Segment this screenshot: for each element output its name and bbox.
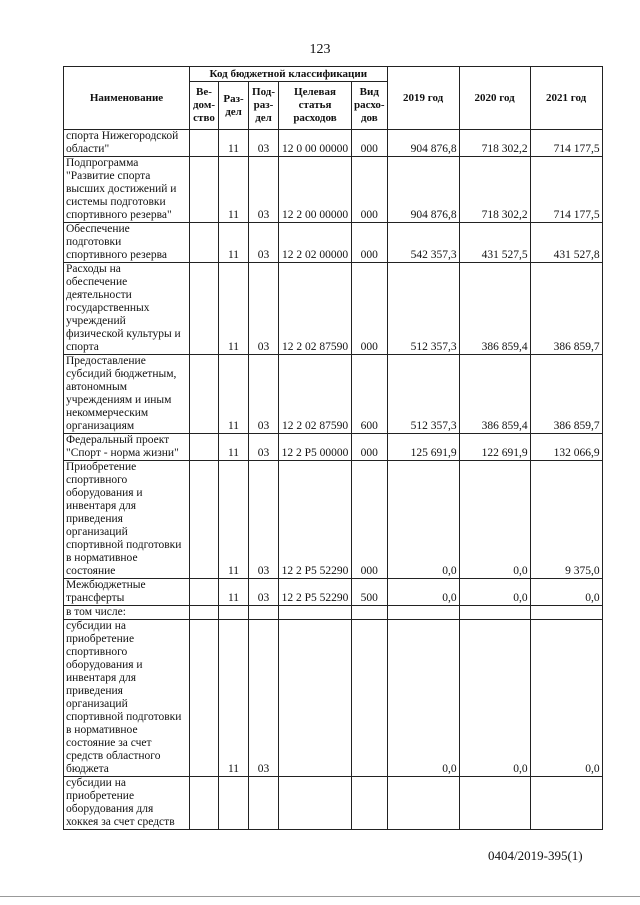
cell-name-line: Межбюджетные (66, 579, 146, 591)
cell-2020: 431 527,5 (459, 223, 530, 263)
cell-name-line: Обеспечение (66, 223, 130, 235)
cell-vid-rashodov: 000 (352, 461, 388, 579)
header-2020: 2020 год (459, 67, 530, 130)
cell-name (64, 620, 190, 777)
cell-razdel: 11 (219, 461, 249, 579)
cell-razdel: 11 (219, 620, 249, 777)
cell-2020: 0,0 (459, 579, 530, 606)
cell-2021: 9 375,0 (530, 461, 602, 579)
cell-name-line: организаций (66, 698, 128, 710)
cell-celevaya-statya: 12 2 02 00000 (279, 223, 352, 263)
cell-2021: 0,0 (530, 579, 602, 606)
cell-name-line: системы подготовки (66, 196, 166, 208)
cell-name-line: оборудования для (66, 803, 154, 815)
cell-name-line: оборудования и (66, 487, 143, 499)
cell-vedomstvo (190, 777, 219, 830)
cell-celevaya-statya (279, 606, 352, 620)
cell-podrazdel: 03 (249, 461, 279, 579)
cell-2021: 386 859,7 (530, 263, 602, 355)
cell-vid-rashodov: 000 (352, 130, 388, 157)
cell-celevaya-statya: 12 2 P5 00000 (279, 434, 352, 461)
table-row (64, 579, 603, 606)
cell-name (64, 223, 190, 263)
cell-vid-rashodov (352, 606, 388, 620)
table-row (64, 461, 603, 579)
cell-2021: 0,0 (530, 620, 602, 777)
cell-2020: 122 691,9 (459, 434, 530, 461)
cell-vedomstvo (190, 620, 219, 777)
cell-name-line: спорта Нижегородской (66, 130, 179, 142)
cell-name-line: автономным (66, 381, 127, 393)
cell-razdel: 11 (219, 157, 249, 223)
cell-podrazdel: 03 (249, 579, 279, 606)
cell-name-line: субсидии на (66, 620, 126, 632)
header-vedomstvo: Ве- дом- ство (190, 82, 219, 130)
cell-2020 (459, 777, 530, 830)
cell-podrazdel: 03 (249, 434, 279, 461)
cell-name-line: средств областного (66, 750, 161, 762)
cell-podrazdel: 03 (249, 620, 279, 777)
cell-vedomstvo (190, 130, 219, 157)
cell-vedomstvo (190, 157, 219, 223)
cell-name (64, 130, 190, 157)
cell-name-line: "Спорт - норма жизни" (66, 447, 179, 459)
cell-name-line: организаций (66, 526, 128, 538)
cell-2021: 714 177,5 (530, 130, 602, 157)
cell-name-line: спортивного (66, 646, 128, 658)
cell-celevaya-statya: 12 0 00 00000 (279, 130, 352, 157)
cell-podrazdel (249, 777, 279, 830)
cell-razdel: 11 (219, 579, 249, 606)
cell-name-line: приведения (66, 685, 123, 697)
header-vid-rashodov: Вид расхо- дов (352, 82, 388, 130)
cell-name-line: физической культуры и (66, 328, 181, 340)
bottom-rule (0, 896, 640, 897)
cell-2021: 132 066,9 (530, 434, 602, 461)
cell-name-line: некоммерческим (66, 407, 149, 419)
cell-name-line: деятельности (66, 289, 132, 301)
cell-razdel (219, 606, 249, 620)
cell-name (64, 777, 190, 830)
cell-name-line: приобретение (66, 790, 135, 802)
header-2019: 2019 год (387, 67, 459, 130)
cell-name-line: Подпрограмма (66, 157, 139, 169)
cell-2020: 386 859,4 (459, 355, 530, 434)
cell-2019: 904 876,8 (387, 130, 459, 157)
table-header (64, 67, 603, 130)
budget-table (63, 66, 603, 830)
table-row (64, 777, 603, 830)
header-2021: 2021 год (530, 67, 602, 130)
cell-name-line: оборудования и (66, 659, 143, 671)
cell-name-line: субсидии на (66, 777, 126, 789)
cell-name-line: в том числе: (66, 606, 126, 618)
cell-vedomstvo (190, 355, 219, 434)
cell-vid-rashodov: 000 (352, 263, 388, 355)
cell-celevaya-statya: 12 2 P5 52290 (279, 461, 352, 579)
table-row (64, 263, 603, 355)
header-celevaya-statya: Целевая статья расходов (279, 82, 352, 130)
cell-razdel: 11 (219, 434, 249, 461)
cell-2019: 0,0 (387, 579, 459, 606)
cell-name-line: государственных (66, 302, 150, 314)
table-row (64, 223, 603, 263)
cell-name-line: обеспечение (66, 276, 128, 288)
cell-vedomstvo (190, 606, 219, 620)
cell-name-line: Федеральный проект (66, 434, 170, 446)
cell-2021: 431 527,8 (530, 223, 602, 263)
cell-vid-rashodov (352, 620, 388, 777)
cell-2021 (530, 606, 602, 620)
cell-celevaya-statya: 12 2 P5 52290 (279, 579, 352, 606)
cell-celevaya-statya: 12 2 00 00000 (279, 157, 352, 223)
header-podrazdel: Под- раз- дел (249, 82, 279, 130)
cell-2020: 0,0 (459, 461, 530, 579)
cell-2021 (530, 777, 602, 830)
cell-vid-rashodov: 000 (352, 434, 388, 461)
cell-name-line: Приобретение (66, 461, 137, 473)
document-code: 0404/2019-395(1) (488, 848, 583, 863)
cell-name-line: учреждениям и иным (66, 394, 172, 406)
cell-name-line: состояние (66, 565, 116, 577)
cell-podrazdel: 03 (249, 157, 279, 223)
cell-name-line: спорта (66, 341, 99, 353)
cell-2021: 386 859,7 (530, 355, 602, 434)
cell-name-line: инвентаря для (66, 500, 136, 512)
cell-name-line: приведения (66, 513, 123, 525)
cell-vedomstvo (190, 461, 219, 579)
cell-podrazdel: 03 (249, 223, 279, 263)
cell-2020 (459, 606, 530, 620)
cell-2019 (387, 777, 459, 830)
cell-name-line: трансферты (66, 592, 125, 604)
cell-2019: 0,0 (387, 461, 459, 579)
cell-vid-rashodov: 600 (352, 355, 388, 434)
cell-name (64, 157, 190, 223)
cell-2019: 542 357,3 (387, 223, 459, 263)
cell-name-line: организациям (66, 420, 135, 432)
table-row (64, 620, 603, 777)
cell-name-line: в нормативное (66, 724, 138, 736)
cell-celevaya-statya: 12 2 02 87590 (279, 355, 352, 434)
cell-podrazdel (249, 606, 279, 620)
cell-name-line: высших достижений и (66, 183, 177, 195)
cell-name-line: "Развитие спорта (66, 170, 151, 182)
cell-name (64, 263, 190, 355)
cell-celevaya-statya (279, 777, 352, 830)
cell-name-line: в нормативное (66, 552, 138, 564)
cell-name (64, 355, 190, 434)
cell-vid-rashodov: 500 (352, 579, 388, 606)
cell-2020: 718 302,2 (459, 157, 530, 223)
cell-name-line: Предоставление (66, 355, 146, 367)
cell-name (64, 434, 190, 461)
table-row (64, 606, 603, 620)
cell-name-line: хоккея за счет средств (66, 816, 175, 828)
cell-vedomstvo (190, 223, 219, 263)
cell-name (64, 579, 190, 606)
cell-celevaya-statya (279, 620, 352, 777)
cell-razdel: 11 (219, 263, 249, 355)
cell-name-line: приобретение (66, 633, 135, 645)
cell-2019: 904 876,8 (387, 157, 459, 223)
header-razdel: Раз- дел (219, 82, 249, 130)
cell-vedomstvo (190, 263, 219, 355)
cell-celevaya-statya: 12 2 02 87590 (279, 263, 352, 355)
cell-vid-rashodov (352, 777, 388, 830)
cell-name-line: состояние за счет (66, 737, 152, 749)
cell-name-line: Расходы на (66, 263, 121, 275)
cell-vedomstvo (190, 579, 219, 606)
cell-name-line: спортивной подготовки (66, 711, 182, 723)
cell-2021: 714 177,5 (530, 157, 602, 223)
table-row (64, 355, 603, 434)
cell-vid-rashodov: 000 (352, 223, 388, 263)
table-row (64, 157, 603, 223)
cell-2020: 386 859,4 (459, 263, 530, 355)
cell-razdel: 11 (219, 223, 249, 263)
cell-name-line: спортивного (66, 474, 128, 486)
cell-vedomstvo (190, 434, 219, 461)
cell-2020: 718 302,2 (459, 130, 530, 157)
header-name: Наименование (64, 67, 190, 130)
cell-name-line: инвентаря для (66, 672, 136, 684)
cell-name-line: спортивного резерва (66, 249, 167, 261)
cell-podrazdel: 03 (249, 263, 279, 355)
cell-2019: 512 357,3 (387, 355, 459, 434)
cell-name-line: спортивной подготовки (66, 539, 182, 551)
cell-2020: 0,0 (459, 620, 530, 777)
cell-name (64, 461, 190, 579)
cell-razdel (219, 777, 249, 830)
table-row (64, 434, 603, 461)
cell-name-line: учреждений (66, 315, 126, 327)
cell-name-line: подготовки (66, 236, 122, 248)
cell-vid-rashodov: 000 (352, 157, 388, 223)
cell-name-line: бюджета (66, 763, 109, 775)
cell-name-line: области" (66, 143, 110, 155)
cell-name (64, 606, 190, 620)
cell-podrazdel: 03 (249, 130, 279, 157)
table-body (64, 130, 603, 830)
cell-2019: 0,0 (387, 620, 459, 777)
page-number: 123 (309, 42, 331, 57)
cell-name-line: спортивного резерва" (66, 209, 172, 221)
cell-2019: 125 691,9 (387, 434, 459, 461)
header-classification-group: Код бюджетной классификации (190, 67, 388, 82)
cell-name-line: субсидий бюджетным, (66, 368, 177, 380)
cell-2019: 512 357,3 (387, 263, 459, 355)
cell-2019 (387, 606, 459, 620)
table-row (64, 130, 603, 157)
cell-razdel: 11 (219, 355, 249, 434)
cell-razdel: 11 (219, 130, 249, 157)
cell-podrazdel: 03 (249, 355, 279, 434)
